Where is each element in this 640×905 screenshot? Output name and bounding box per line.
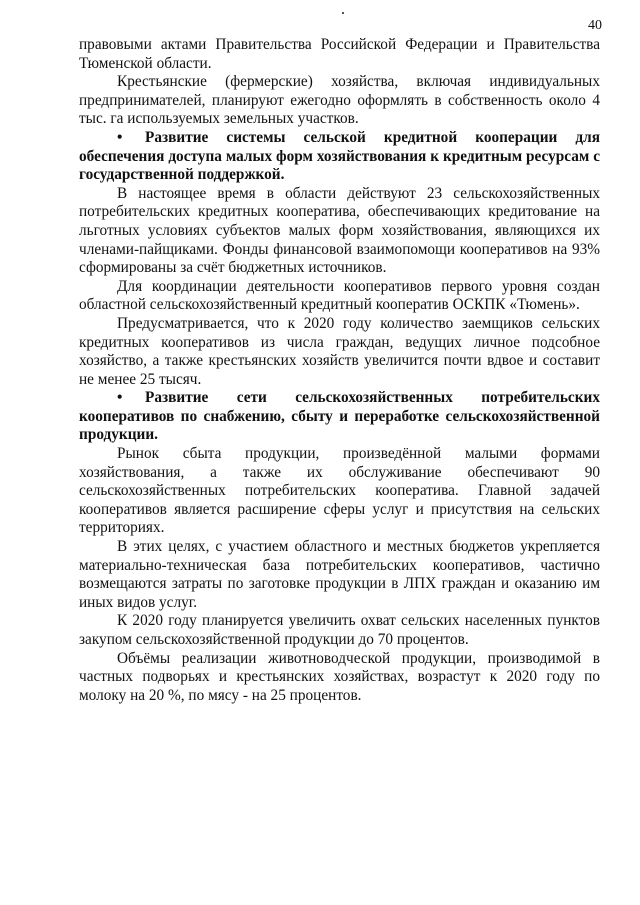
paragraph: В этих целях, с участием областного и местных бюджетов укрепляется материально-техническая база потребительских кооперативов, частично возмещаются затраты по заготовке продукции в ЛПХ граждан и оказанию им иных видов услуг. [79,538,600,611]
bullet-heading-consumer-cooperatives [79,389,600,445]
page-number: 40 [588,18,602,33]
document-body [79,36,600,705]
bullet-icon: • [117,389,123,407]
paragraph: К 2020 году планируется увеличить охват сельских населенных пунктов закупом сельскохозяйственной продукции до 70 процентов. [79,612,600,648]
paragraph: Рынок сбыта продукции, произведённой малыми формами хозяйствования, а также их обслуживание обеспечивают 90 сельскохозяйственных потребительских кооператива. Главной задачей кооперативов является расширение сферы услуг и присутствия на сельских территориях. [79,445,600,537]
bullet-heading-credit-cooperation [79,129,600,185]
bullet-heading-text: Развитие сети сельскохозяйственных потребительских кооперативов по снабжению, сбыту и переработке сельскохозяйственной продукции. [79,389,600,444]
paragraph: Для координации деятельности кооперативов первого уровня создан областной сельскохозяйственный кредитный кооператив ОСКПК «Тюмень». [79,277,600,314]
paragraph: Объёмы реализации животноводческой продукции, производимой в частных подворьях и крестьянских хозяйствах, возрастут к 2020 году по молоку на 20 %, по мясу - на 25 процентов. [79,649,600,704]
paragraph-continuation: правовыми актами Правительства Российской Федерации и Правительства Тюменской области. [79,36,600,72]
bullet-icon: • [117,128,123,146]
paragraph: Предусматривается, что к 2020 году количество заемщиков сельских кредитных кооперативов из числа граждан, ведущих личное подсобное хозяйство, а также крестьянских хозяйств увеличится почти вдвое и составит не менее 25 тысяч. [79,314,600,388]
paragraph: Крестьянские (фермерские) хозяйства, включая индивидуальных предпринимателей, планируют ежегодно оформлять в собственность около 4 тыс. га используемых земельных участков. [79,73,600,128]
scan-speck [342,12,344,14]
bullet-heading-text: Развитие системы сельской кредитной кооперации для обеспечения доступа малых форм хозяйствования к кредитным ресурсам с государственной поддержкой. [79,128,600,184]
paragraph: В настоящее время в области действуют 23 сельскохозяйственных потребительских кредитных кооператива, обеспечивающих кредитование на льготных условиях субъектов малых форм хозяйствования, являющихся их членами-пайщиками. Фонды финансовой взаимопомощи кооперативов на 93% сформированы за счёт бюджетных источников. [79,184,600,277]
